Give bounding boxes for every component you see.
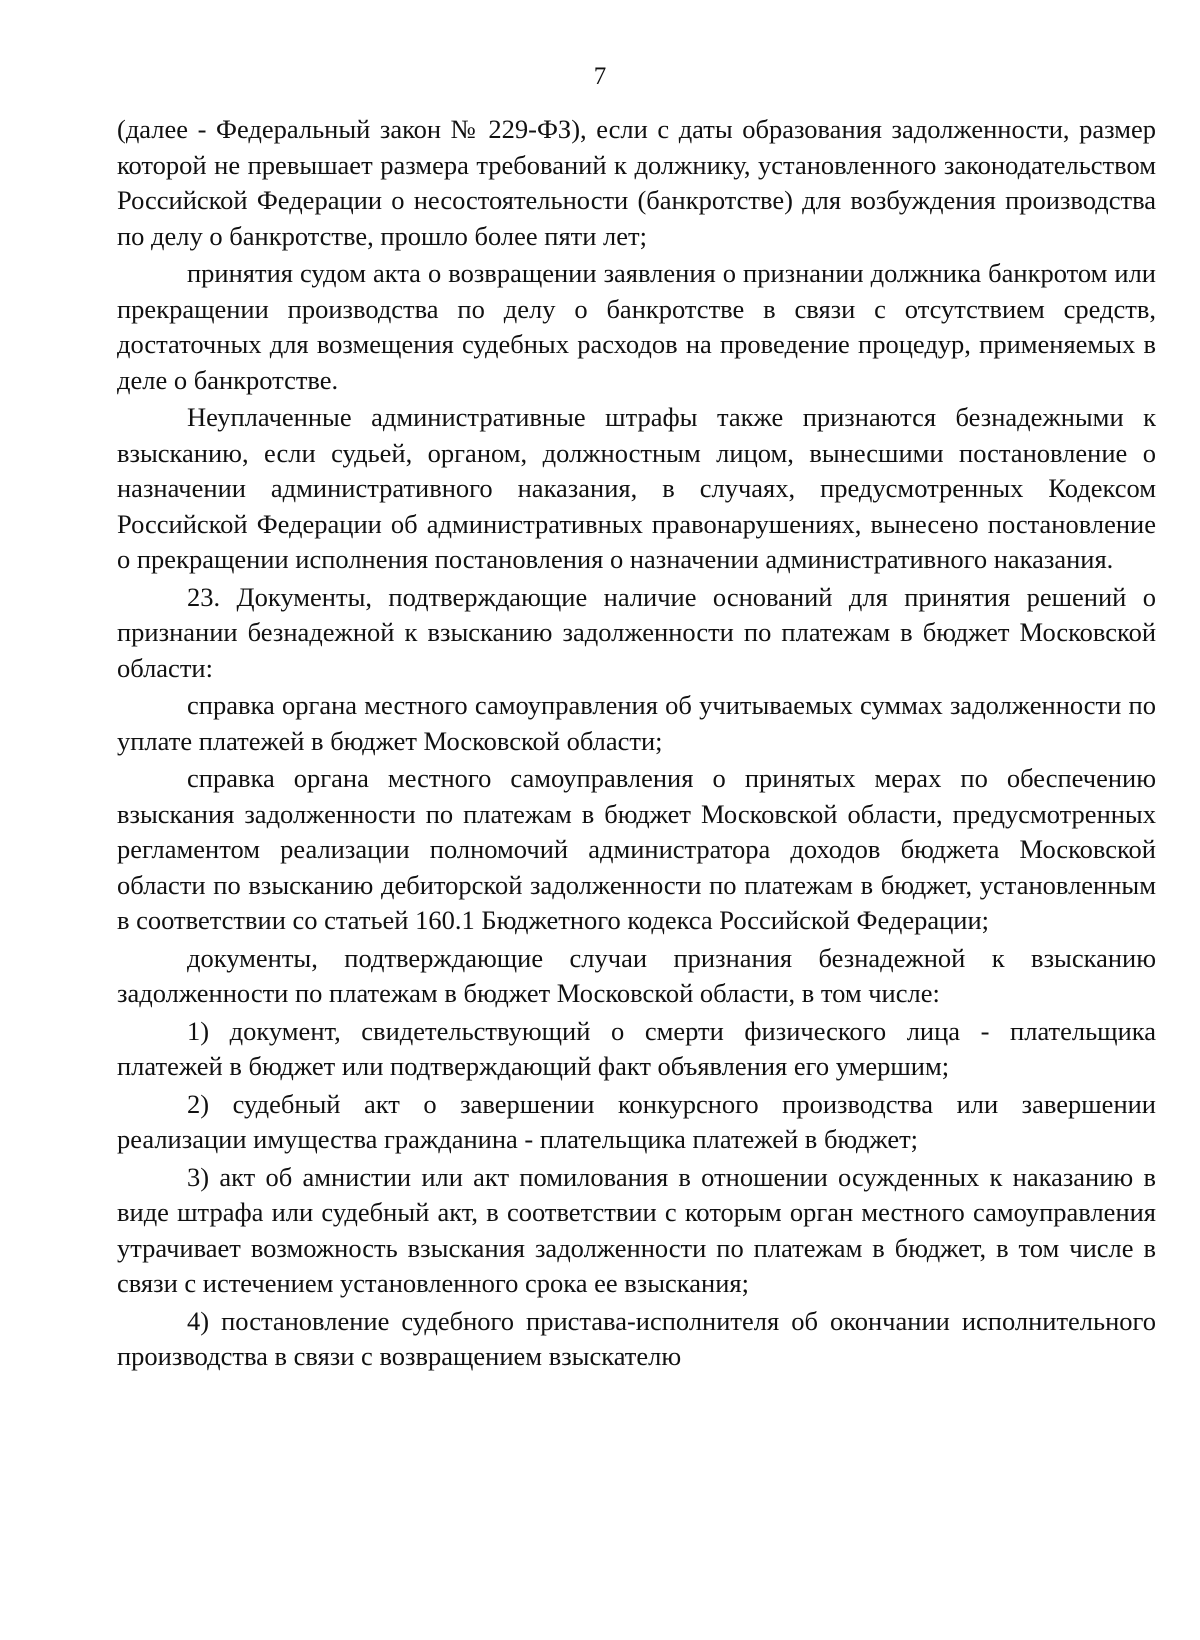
paragraph-5: справка органа местного самоуправления об учитываемых суммах задолженности по уплате платежей в бюджет Московской области;	[117, 690, 1156, 756]
paragraph-11: 4) постановление судебного пристава-исполнителя об окончании исполнительного производства в связи с возвращением взыскателю	[117, 1305, 1156, 1371]
paragraph-9: 2) судебный акт о завершении конкурсного производства или завершении реализации имущества гражданина - плательщика платежей в бюджет;	[117, 1088, 1156, 1154]
paragraph-7: документы, подтверждающие случаи признания безнадежной к взысканию задолженности по платежам в бюджет Московской области, в том числе:	[117, 942, 1156, 1008]
paragraph-6: справка органа местного самоуправления о принятых мерах по обеспечению взыскания задолженности по платежам в бюджет Московской области, предусмотренных регламентом реализации полномочий администратора доходов бюджета Московской области по взысканию дебиторской задолженности по платежам в бюджет, установленным в соответствии со статьей 160.1 Бюджетного кодекса Российской Федерации;	[117, 763, 1156, 935]
paragraph-2: принятия судом акта о возвращении заявления о признании должника банкротом или прекращении производства по делу о банкротстве в связи с отсутствием средств, достаточных для возмещения судебных расходов на проведение процедур, применяемых в деле о банкротстве.	[117, 258, 1156, 395]
paragraph-10: 3) акт об амнистии или акт помилования в отношении осужденных к наказанию в виде штрафа или судебный акт, в соответствии с которым орган местного самоуправления утрачивает возможность взыскания задолженности по платежам в бюджет, в том числе в связи с истечением установленного срока ее взыскания;	[117, 1161, 1156, 1298]
page-number: 7	[593, 63, 607, 90]
paragraph-3: Неуплаченные административные штрафы также признаются безнадежными к взысканию, если судьей, органом, должностным лицом, вынесшими постановление о назначении административного наказания, в случаях, предусмотренных Кодексом Российской Федерации об административных правонарушениях, вынесено постановление о прекращении исполнения постановления о назначении административного наказания.	[117, 402, 1156, 574]
paragraph-4: 23. Документы, подтверждающие наличие оснований для принятия решений о признании безнадежной к взысканию задолженности по платежам в бюджет Московской области:	[117, 581, 1156, 683]
paragraph-1: (далее - Федеральный закон № 229-ФЗ), если с даты образования задолженности, размер которой не превышает размера требований к должнику, установленного законодательством Российской Федерации о несостоятельности (банкротстве) для возбуждения производства по делу о банкротстве, прошло более пяти лет;	[117, 114, 1156, 251]
document-body	[117, 112, 1156, 1377]
paragraph-8: 1) документ, свидетельствующий о смерти физического лица - плательщика платежей в бюджет или подтверждающий факт объявления его умершим;	[117, 1015, 1156, 1081]
